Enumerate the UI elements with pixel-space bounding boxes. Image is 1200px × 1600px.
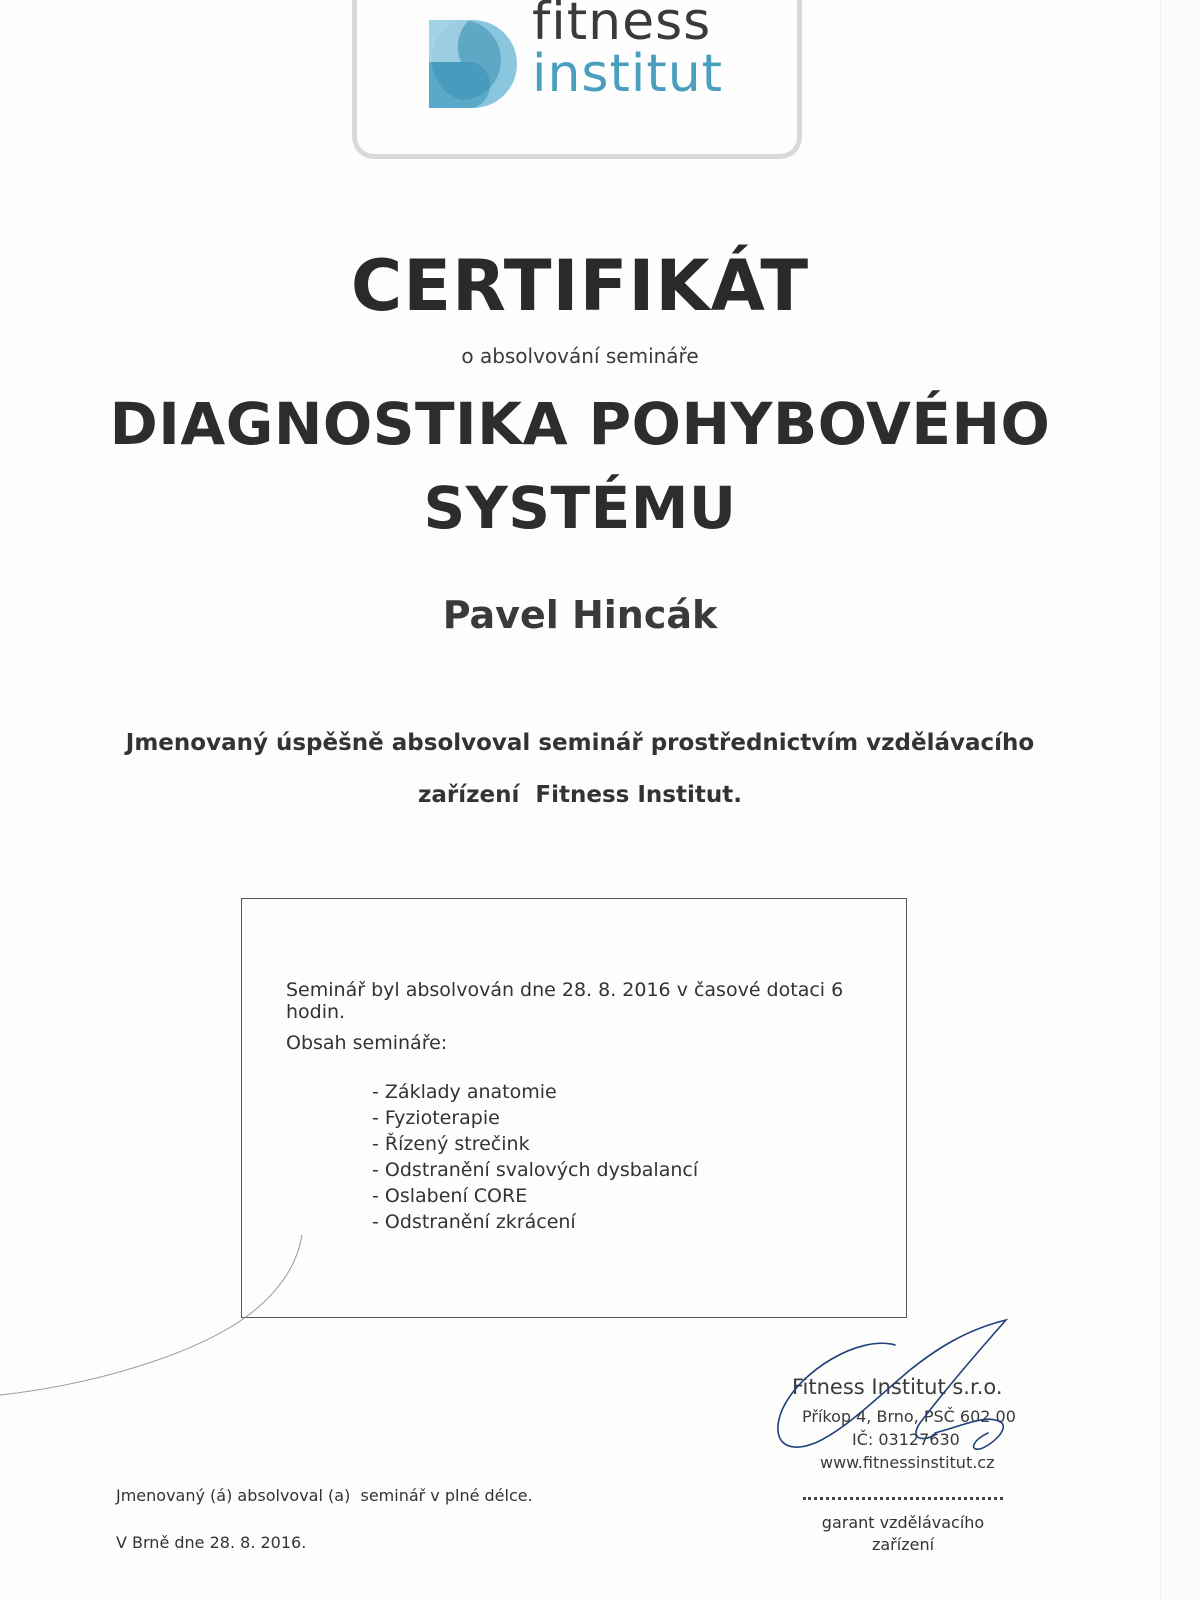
seminar-title	[0, 382, 1160, 550]
list-item: - Odstranění zkrácení	[372, 1209, 698, 1235]
list-item: - Oslabení CORE	[372, 1183, 698, 1209]
signature-line	[803, 1497, 1003, 1500]
list-item: - Základy anatomie	[372, 1079, 698, 1105]
stamp-address: Příkop 4, Brno, PSČ 602 00	[802, 1407, 1016, 1426]
seminar-date-line: Seminář byl absolvován dne 28. 8. 2016 v časové dotaci 6 hodin.	[286, 979, 844, 1023]
logo-word-institut: institut	[532, 44, 724, 104]
list-item: - Fyzioterapie	[372, 1105, 698, 1131]
signature-label	[803, 1512, 1003, 1556]
stamp-website: www.fitnessinstitut.cz	[820, 1453, 995, 1472]
fitness-institut-logo-mark	[425, 16, 521, 112]
completion-statement	[0, 717, 1160, 821]
stamp-company-name: Fitness Institut s.r.o.	[792, 1375, 1003, 1399]
pen-stroke-decoration	[0, 1235, 320, 1405]
handwritten-signature	[770, 1315, 1030, 1475]
certificate-title: CERTIFIKÁT	[350, 245, 810, 327]
list-item: - Odstranění svalových dysbalancí	[372, 1157, 698, 1183]
signature-label-line-1: garant vzdělávacího	[821, 1513, 985, 1532]
footer-place-date: V Brně dne 28. 8. 2016.	[116, 1533, 307, 1552]
seminar-title-line-1: DIAGNOSTIKA POHYBOVÉHO	[109, 390, 1051, 458]
certificate-subtitle: o absolvování semináře	[461, 344, 699, 368]
stamp-company-id: IČ: 03127630	[852, 1430, 960, 1449]
logo-panel	[352, 0, 802, 159]
signature-label-line-2: zařízení	[871, 1535, 935, 1554]
page-edge	[1160, 0, 1200, 1600]
seminar-topics-list	[372, 1079, 698, 1235]
seminar-details-box	[241, 898, 907, 1318]
recipient-name: Pavel Hincák	[442, 593, 718, 637]
seminar-title-line-2: SYSTÉMU	[423, 474, 737, 542]
logo-word-fitness: fitness	[532, 0, 712, 52]
statement-line-1: Jmenovaný úspěšně absolvoval seminář prostřednictvím vzdělávacího	[125, 730, 1035, 756]
statement-line-2: zařízení Fitness Institut.	[418, 782, 742, 808]
list-item: - Řízený strečink	[372, 1131, 698, 1157]
footer-statement: Jmenovaný (á) absolvoval (a) seminář v plné délce.	[116, 1486, 533, 1505]
seminar-contents-heading: Obsah semináře:	[286, 1032, 448, 1054]
